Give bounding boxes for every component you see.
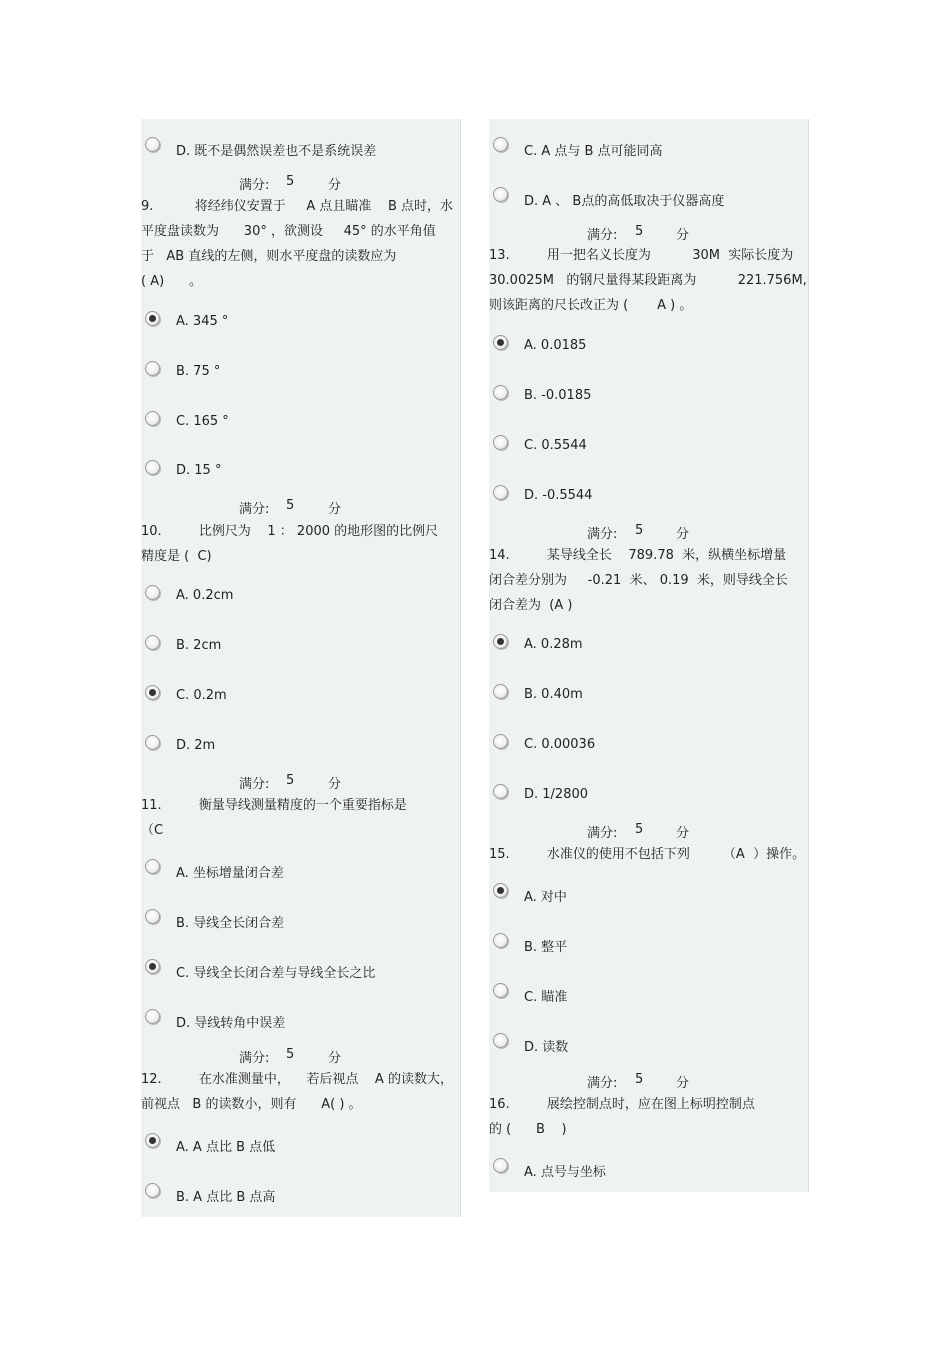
question-13 (489, 243, 808, 318)
option-q11-b[interactable] (141, 909, 460, 933)
option-label: B. A 点比 B 点高 (176, 1190, 276, 1205)
radio-button[interactable] (145, 137, 160, 152)
question-text-line: 精度是 ( C) (141, 549, 212, 564)
question-text-line: 30.0025M 的钢尺量得某段距离为 221.756M, (489, 273, 807, 288)
radio-button[interactable] (493, 435, 508, 450)
score-row (141, 1047, 460, 1065)
radio-button[interactable] (145, 460, 160, 475)
option-q14-d[interactable] (489, 784, 808, 808)
radio-button[interactable] (493, 784, 508, 799)
score-row (141, 773, 460, 791)
option-q13-b[interactable] (489, 385, 808, 409)
score-unit: 分 (328, 1051, 342, 1066)
score-label: 满分: (587, 826, 618, 841)
option-q11-d[interactable] (141, 1009, 460, 1033)
option-label: B. 整平 (524, 940, 568, 955)
radio-button[interactable] (493, 385, 508, 400)
question-9 (141, 194, 460, 294)
radio-button[interactable] (145, 1183, 160, 1198)
question-16 (489, 1092, 808, 1142)
question-text-line: 12. 在水准测量中， 若后视点 A 的读数大， (141, 1072, 453, 1087)
question-text-line: 16. 展绘控制点时，应在图上标明控制点 (489, 1097, 755, 1112)
radio-button[interactable] (493, 983, 508, 998)
radio-button[interactable] (145, 1133, 160, 1148)
option-label: A. 0.28m (524, 637, 583, 652)
question-text-line: 14. 某导线全长 789.78 米，纵横坐标增量 (489, 548, 787, 563)
score-label: 满分: (239, 777, 270, 792)
score-label: 满分: (239, 178, 270, 193)
score-value: 5 (635, 523, 644, 538)
option-q14-c[interactable] (489, 734, 808, 758)
question-text-line: 则该距离的尺长改正为 ( A ) 。 (489, 298, 693, 313)
question-11 (141, 793, 460, 843)
option-label: C. 0.5544 (524, 438, 587, 453)
option-q9-a[interactable] (141, 311, 460, 335)
option-label: C. 165 ° (176, 414, 229, 429)
score-label: 满分: (587, 228, 618, 243)
radio-button[interactable] (493, 684, 508, 699)
option-label: A. A 点比 B 点低 (176, 1140, 276, 1155)
question-text-line: 15. 水准仪的使用不包括下列 （A ）操作。 (489, 847, 806, 862)
score-label: 满分: (239, 502, 270, 517)
question-12 (141, 1067, 460, 1117)
option-label: A. 对中 (524, 890, 567, 905)
radio-button[interactable] (145, 411, 160, 426)
score-row (489, 822, 808, 840)
score-value: 5 (635, 1072, 644, 1087)
score-value: 5 (286, 1047, 295, 1062)
radio-button[interactable] (493, 187, 508, 202)
option-label: A. 0.0185 (524, 338, 587, 353)
score-row (489, 523, 808, 541)
option-label: B. 2cm (176, 638, 222, 653)
question-text-line: 闭合差为 (A ) (489, 598, 573, 613)
score-value: 5 (286, 773, 295, 788)
radio-button[interactable] (145, 585, 160, 600)
option-label: D. 导线转角中误差 (176, 1016, 286, 1031)
question-text-line: 10. 比例尺为 1 ： 2000 的地形图的比例尺 (141, 524, 439, 539)
option-q10-c[interactable] (141, 685, 460, 709)
option-label: D. 读数 (524, 1040, 569, 1055)
score-unit: 分 (676, 527, 690, 542)
option-q15-a[interactable] (489, 883, 808, 907)
score-value: 5 (635, 822, 644, 837)
left-column (141, 119, 461, 1217)
score-unit: 分 (328, 777, 342, 792)
option-label: B. 导线全长闭合差 (176, 916, 285, 931)
option-label: C. 0.2m (176, 688, 227, 703)
question-text-line: 前视点 B 的读数小，则有 A( ) 。 (141, 1097, 362, 1112)
score-unit: 分 (676, 228, 690, 243)
option-label: A. 坐标增量闭合差 (176, 866, 284, 881)
option-q10-d[interactable] (141, 735, 460, 759)
option-q14-b[interactable] (489, 684, 808, 708)
option-q13-d[interactable] (489, 485, 808, 509)
radio-button[interactable] (493, 137, 508, 152)
option-label: B. -0.0185 (524, 388, 592, 403)
option-q11-c[interactable] (141, 959, 460, 983)
radio-button[interactable] (493, 335, 508, 350)
score-row (489, 224, 808, 242)
radio-button[interactable] (493, 883, 508, 898)
question-14 (489, 543, 808, 618)
right-column (489, 119, 809, 1192)
question-text-line: 的 ( B ) (489, 1122, 567, 1137)
option-q12-d[interactable] (489, 187, 808, 211)
score-unit: 分 (328, 178, 342, 193)
score-value: 5 (286, 498, 295, 513)
radio-button[interactable] (493, 485, 508, 500)
option-label: A. 0.2cm (176, 588, 234, 603)
question-text-line: 闭合差分别为 -0.21 米、 0.19 米，则导线全长 (489, 573, 788, 588)
radio-button[interactable] (145, 361, 160, 376)
option-q15-c[interactable] (489, 983, 808, 1007)
option-label: D. 15 ° (176, 463, 222, 478)
radio-button[interactable] (145, 859, 160, 874)
option-label: C. 0.00036 (524, 737, 596, 752)
radio-button[interactable] (493, 933, 508, 948)
option-label: D. 1/2800 (524, 787, 589, 802)
option-q13-c[interactable] (489, 435, 808, 459)
option-label: D. 2m (176, 738, 216, 753)
question-text-line: 13. 用一把名义长度为 30M 实际长度为 (489, 248, 794, 263)
radio-button[interactable] (493, 734, 508, 749)
score-label: 满分: (587, 527, 618, 542)
option-q15-b[interactable] (489, 933, 808, 957)
option-q12-b[interactable] (141, 1183, 460, 1207)
option-q9-d[interactable] (141, 460, 460, 484)
question-10 (141, 519, 460, 569)
option-label: C. 瞄准 (524, 990, 568, 1005)
radio-button[interactable] (493, 634, 508, 649)
question-text-line: 9. 将经纬仪安置于 A 点且瞄准 B 点时，水 (141, 199, 453, 214)
question-text-line: 平度盘读数为 30° ，欲测设 45° 的水平角值 (141, 224, 436, 239)
option-q9-b[interactable] (141, 361, 460, 385)
option-q15-d[interactable] (489, 1033, 808, 1057)
question-text-line: 于 AB 直线的左侧，则水平度盘的读数应为 (141, 249, 397, 264)
question-text-line: ( A) 。 (141, 274, 202, 289)
radio-button[interactable] (145, 909, 160, 924)
score-row (489, 1072, 808, 1090)
option-q12-c[interactable] (489, 137, 808, 161)
score-label: 满分: (239, 1051, 270, 1066)
radio-button[interactable] (145, 311, 160, 326)
score-value: 5 (635, 224, 644, 239)
option-q11-a[interactable] (141, 859, 460, 883)
option-label: C. 导线全长闭合差与导线全长之比 (176, 966, 376, 981)
score-unit: 分 (676, 1076, 690, 1091)
option-q10-a[interactable] (141, 585, 460, 609)
option-q9-c[interactable] (141, 411, 460, 435)
option-label: D. -0.5544 (524, 488, 593, 503)
score-label: 满分: (587, 1076, 618, 1091)
score-unit: 分 (328, 502, 342, 517)
option-label: B. 75 ° (176, 364, 221, 379)
score-unit: 分 (676, 826, 690, 841)
option-q14-a[interactable] (489, 634, 808, 658)
score-row (141, 174, 460, 192)
radio-button[interactable] (145, 635, 160, 650)
option-q12-a[interactable] (141, 1133, 460, 1157)
radio-button[interactable] (145, 959, 160, 974)
radio-button[interactable] (493, 1033, 508, 1048)
score-row (141, 498, 460, 516)
option-q13-a[interactable] (489, 335, 808, 359)
score-value: 5 (286, 174, 295, 189)
option-q8-d[interactable] (141, 137, 460, 161)
radio-button[interactable] (145, 735, 160, 750)
option-label: D. A 、 B点的高低取决于仪器高度 (524, 194, 725, 209)
radio-button[interactable] (145, 1009, 160, 1024)
question-text-line: （C (141, 823, 164, 838)
option-label: D. 既不是偶然误差也不是系统误差 (176, 144, 377, 159)
option-label: A. 345 ° (176, 314, 229, 329)
option-q16-a[interactable] (489, 1158, 808, 1182)
question-15 (489, 842, 808, 867)
option-q10-b[interactable] (141, 635, 460, 659)
option-label: C. A 点与 B 点可能同高 (524, 144, 663, 159)
option-label: A. 点号与坐标 (524, 1165, 606, 1180)
radio-button[interactable] (493, 1158, 508, 1173)
radio-button[interactable] (145, 685, 160, 700)
question-text-line: 11. 衡量导线测量精度的一个重要指标是 (141, 798, 407, 813)
option-label: B. 0.40m (524, 687, 583, 702)
